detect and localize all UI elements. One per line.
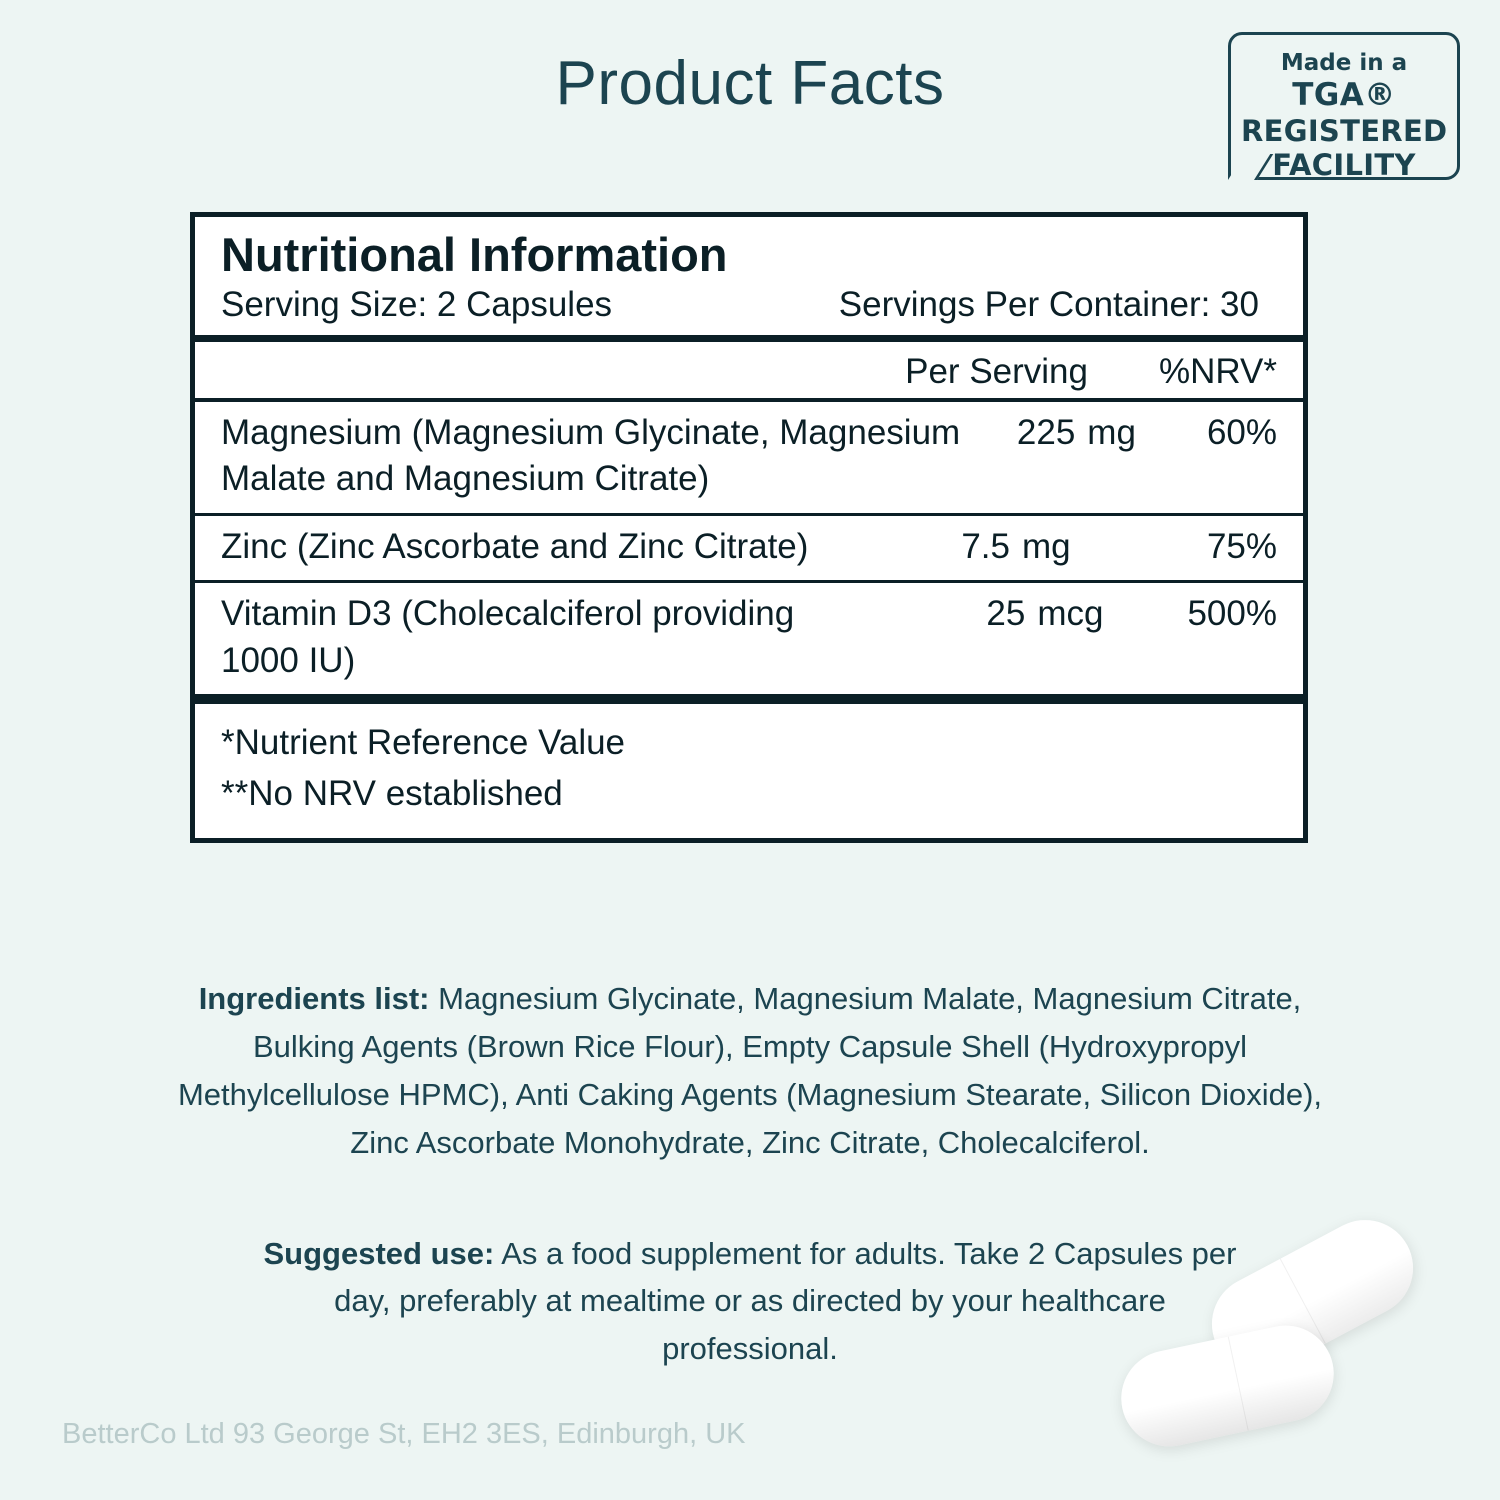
capsule-seam: [1228, 1337, 1249, 1431]
nutrient-name: Magnesium (Magnesium Glycinate, Magnesium Malate and Magnesium Citrate): [221, 412, 961, 499]
ingredients-text: Magnesium Glycinate, Magnesium Malate, Magnesium Citrate, Bulking Agents (Brown Rice Flour), Empty Capsule Shell (Hydroxypropyl Methylcellulose HPMC), Anti Caking Agents (Magnesium Stearate, Silicon Dioxide), Zinc Ascorbate Monohydrate, Zinc Citrate, Cholecalciferol.: [177, 981, 1323, 1161]
badge-line-1: [1241, 47, 1447, 114]
facts-footnotes: [195, 697, 1303, 838]
nutrient-amount: [997, 410, 1168, 457]
nutrient-amount: [838, 524, 1102, 571]
nutrient-amount-value: 7.5: [961, 526, 1010, 566]
nutrient-name: Zinc (Zinc Ascorbate and Zinc Citrate): [221, 526, 809, 566]
company-address: BetterCo Ltd 93 George St, EH2 3ES, Edinburgh, UK: [62, 1418, 746, 1450]
nutrient-nrv: 75%: [1206, 526, 1277, 566]
nutrient-name: Vitamin D3 (Cholecalciferol providing 1000 IU): [221, 594, 795, 680]
column-header-per-serving: Per Serving: [905, 351, 1088, 391]
facts-heading: Nutritional Information: [221, 228, 728, 281]
suggested-use-label: Suggested use:: [263, 1236, 495, 1271]
badge-line-3: FACILITY: [1272, 147, 1416, 182]
nutrient-nrv: 500%: [1187, 594, 1277, 634]
page-title: Product Facts: [555, 49, 945, 118]
tga-registered-facility-badge: [1228, 32, 1460, 180]
table-row: [195, 516, 1303, 584]
capsules-illustration: [1110, 1240, 1440, 1470]
suggested-use-text: As a food supplement for adults. Take 2 Capsules per day, preferably at mealtime or as directed by your healthcare professional.: [334, 1236, 1237, 1366]
table-row: [195, 583, 1303, 697]
servings-per-container: Servings Per Container: 30: [838, 284, 1259, 324]
serving-size: Serving Size: 2 Capsules: [221, 284, 613, 324]
ingredients-paragraph: [150, 975, 1350, 1167]
nutrient-nrv: 60%: [1206, 412, 1277, 452]
nutrient-amount-unit: mg: [1087, 412, 1136, 452]
nutrient-amount-value: 25: [986, 594, 1026, 634]
nutrient-amount-value: 225: [1016, 412, 1076, 452]
table-row: [195, 402, 1303, 516]
footnote-no-nrv: **No NRV established: [221, 774, 563, 814]
column-header-nrv: %NRV*: [1158, 351, 1277, 391]
facts-header: [195, 217, 1303, 342]
nutrient-amount-unit: mcg: [1037, 594, 1104, 634]
nutrient-amount: [875, 591, 1117, 638]
badge-line-2: REGISTERED: [1241, 113, 1448, 148]
nutrient-amount-unit: mg: [1022, 526, 1071, 566]
ingredients-label: Ingredients list:: [198, 981, 430, 1016]
nutrition-facts-panel: [190, 212, 1308, 843]
badge-tga-text: TGA®: [1292, 77, 1396, 114]
column-header-row: [195, 342, 1303, 402]
capsule-bottom: [1112, 1317, 1342, 1456]
badge-made-in-text: Made in a: [1280, 50, 1408, 76]
footnote-nrv: *Nutrient Reference Value: [221, 723, 626, 763]
suggested-use-paragraph: [250, 1230, 1250, 1372]
serving-row: [221, 285, 1277, 325]
